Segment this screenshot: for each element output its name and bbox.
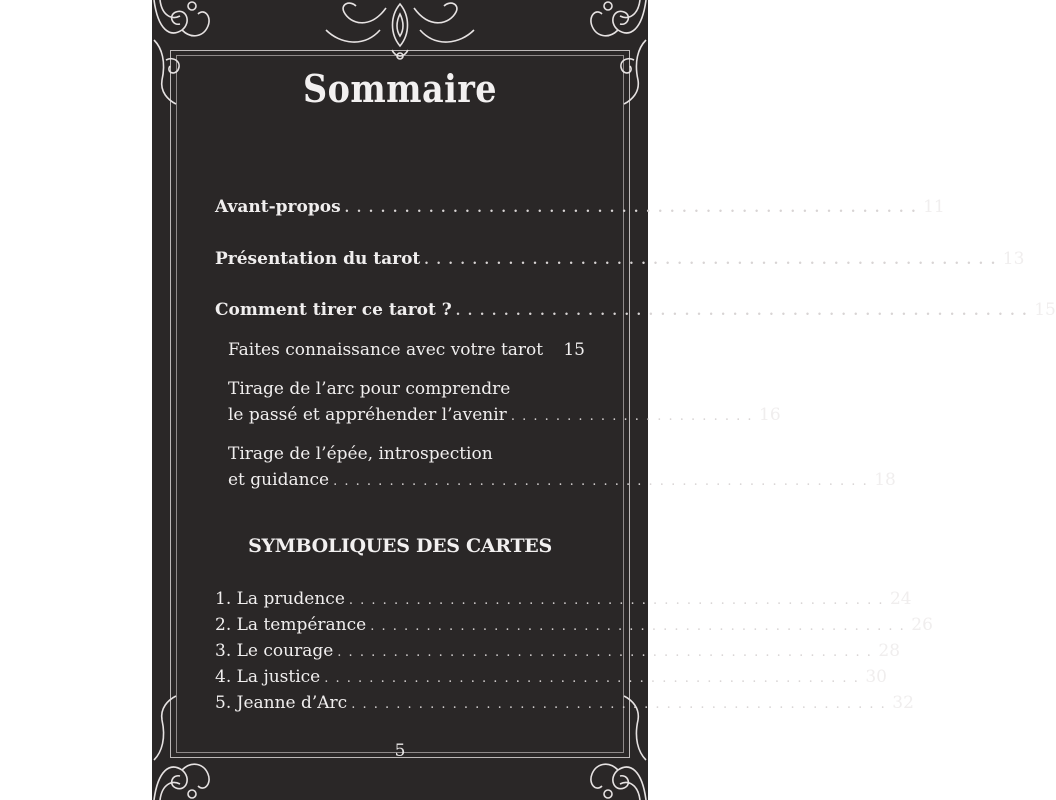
toc-card-label: 2. La tempérance [215,615,367,635]
toc-card-label: 5. Jeanne d’Arc [215,693,348,713]
book-page [152,0,1056,800]
toc-card-entry[interactable] [215,589,912,609]
toc-card-entry[interactable] [215,641,901,661]
toc-subentry-label: le passé et appréhender l’avenir [228,405,507,425]
dot-leader: . . . . . . . . . . . . . . . . . . . . . . [510,409,754,424]
toc-entry-label: Présentation du tarot [215,249,421,269]
dot-leader: . . . . . . . . . . . . . . . . . . . . . . . . . . . . . . . . . . . . . . . . . . . . . . . . [351,697,887,712]
toc-card-page: 26 [911,615,933,635]
toc-entry[interactable] [215,300,1056,320]
toc-entry-page: 11 [923,197,945,217]
dot-leader: . . . . . . . . . . . . . . . . . . . . . . . . . . . . . . . . . . . . . . . . . . . . . . . . [324,671,860,686]
dot-leader: . . . . . . . . . . . . . . . . . . . . . . . . . . . . . . . . . . . . . . . . . . . . . . . . [455,304,1029,319]
toc-card-entry[interactable] [215,693,914,713]
toc-subentry-line1[interactable]: Tirage de l’épée, introspection [228,444,493,464]
dot-leader: . . . . . . . . . . . . . . . . . . . . . . . . . . . . . . . . . . . . . . . . . . . . . . . . [370,619,906,634]
toc-card-entry[interactable] [215,615,933,635]
toc-subentry[interactable] [228,470,896,490]
toc-subentry-page: 18 [874,470,896,490]
toc-subentry-line1[interactable]: Tirage de l’arc pour comprendre [228,379,511,399]
toc-subentry-label: et guidance [228,470,330,490]
toc-subentry-page: 15 [563,340,585,360]
toc-subentry-label: Faites connaissance avec votre tarot [228,340,544,360]
toc-card-page: 32 [892,693,914,713]
toc-card-page: 30 [865,667,887,687]
dot-leader: . . . . . . . . . . . . . . . . . . . . . . . . . . . . . . . . . . . . . . . . . . . . . . . . [337,645,873,660]
dot-leader: . . . . . . . . . . . . . . . . . . . . . . . . . . . . . . . . . . . . . . . . . . . . . . . . [348,593,884,608]
dot-leader: . . . . . . . . . . . . . . . . . . . . . . . . . . . . . . . . . . . . . . . . . . . . . . . . [344,201,918,216]
toc-card-label: 1. La prudence [215,589,345,609]
toc-subentry[interactable] [228,405,781,425]
page-number: 5 [394,741,406,761]
toc-entry-label: Comment tirer ce tarot ? [215,300,452,320]
toc-entry[interactable] [215,197,945,217]
page-title: Sommaire [302,66,498,111]
dot-leader: . . . . . . . . . . . . . . . . . . . . . . . . . . . . . . . . . . . . . . . . . . . . . . . . [333,474,869,489]
toc-entry[interactable] [215,249,1025,269]
toc-entry-page: 13 [1002,249,1025,269]
dot-leader: . . . . . . . . . . . . . . . . . . . . . . . . . . . . . . . . . . . . . . . . . . . . . . . . [424,253,997,268]
toc-card-entry[interactable] [215,667,887,687]
toc-card-label: 4. La justice [215,667,321,687]
toc-card-page: 24 [889,589,912,609]
toc-entry-label: Avant-propos [215,197,341,217]
toc-entry-page: 15 [1034,300,1056,320]
top-center-ornament [320,0,480,62]
section-title: SYMBOLIQUES DES CARTES [248,535,552,557]
toc-card-page: 28 [878,641,901,661]
toc-subentry[interactable] [228,340,585,360]
toc-card-label: 3. Le courage [215,641,334,661]
toc-subentry-page: 16 [759,405,781,425]
